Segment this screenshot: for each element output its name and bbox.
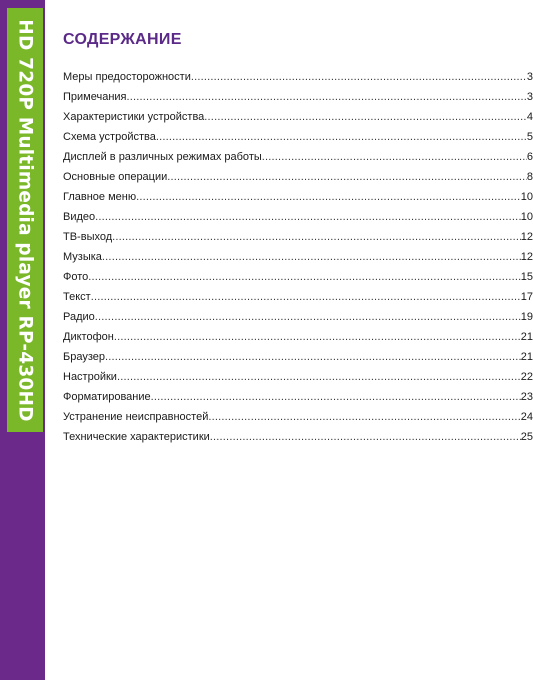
- toc-entry-page: 12: [520, 231, 533, 243]
- toc-entry[interactable]: [63, 287, 533, 307]
- toc-entry-page: 25: [520, 431, 533, 443]
- toc-entry[interactable]: [63, 87, 533, 107]
- toc-entry-page: 4: [526, 111, 533, 123]
- page-title: СОДЕРЖАНИЕ: [63, 31, 182, 48]
- toc-entry[interactable]: [63, 387, 533, 407]
- toc-entry-title: Текст: [63, 291, 91, 303]
- toc-leader-dots: [114, 327, 521, 347]
- toc-leader-dots: [105, 347, 521, 367]
- toc-leader-dots: [151, 387, 521, 407]
- toc-entry-page: 24: [520, 411, 533, 423]
- toc-entry-title: Браузер: [63, 351, 105, 363]
- toc-entry-page: 19: [520, 311, 533, 323]
- toc-entry-page: 3: [526, 91, 533, 103]
- toc-entry-title: Радио: [63, 311, 95, 323]
- toc-entry[interactable]: [63, 307, 533, 327]
- toc-entry[interactable]: [63, 267, 533, 287]
- toc-entry[interactable]: [63, 247, 533, 267]
- toc-entry-title: Главное меню: [63, 191, 137, 203]
- toc-entry-title: Схема устройства: [63, 131, 156, 143]
- toc-leader-dots: [91, 287, 521, 307]
- toc-entry[interactable]: [63, 367, 533, 387]
- toc-entry-page: 10: [520, 191, 533, 203]
- toc-entry[interactable]: [63, 107, 533, 127]
- toc-leader-dots: [112, 227, 521, 247]
- toc-entry[interactable]: [63, 147, 533, 167]
- toc-entry[interactable]: [63, 407, 533, 427]
- toc-leader-dots: [167, 167, 527, 187]
- toc-entry[interactable]: [63, 327, 533, 347]
- toc-leader-dots: [117, 367, 521, 387]
- toc-entry-title: ТВ-выход: [63, 231, 113, 243]
- toc-entry-title: Диктофон: [63, 331, 114, 343]
- table-of-contents: [63, 67, 533, 447]
- toc-entry-title: Музыка: [63, 251, 102, 263]
- toc-entry-title: Характеристики устройства: [63, 111, 205, 123]
- toc-entry[interactable]: [63, 207, 533, 227]
- toc-leader-dots: [136, 187, 521, 207]
- toc-entry-page: 17: [520, 291, 533, 303]
- toc-leader-dots: [102, 247, 521, 267]
- toc-leader-dots: [208, 407, 520, 427]
- toc-entry-title: Форматирование: [63, 391, 151, 403]
- toc-entry-title: Настройки: [63, 371, 117, 383]
- toc-entry-page: 10: [520, 211, 533, 223]
- toc-entry[interactable]: [63, 347, 533, 367]
- toc-leader-dots: [210, 427, 521, 447]
- toc-leader-dots: [127, 87, 527, 107]
- toc-leader-dots: [95, 207, 521, 227]
- toc-leader-dots: [95, 307, 521, 327]
- side-bar: [0, 0, 45, 680]
- toc-entry-title: Фото: [63, 271, 89, 283]
- toc-entry-title: Технические характеристики: [63, 431, 210, 443]
- toc-entry-page: 5: [526, 131, 533, 143]
- toc-entry-page: 21: [520, 331, 533, 343]
- toc-entry-title: Основные операции: [63, 171, 168, 183]
- toc-entry-page: 22: [520, 371, 533, 383]
- product-name: HD 720P Multimedia player RP-430HD: [14, 18, 36, 422]
- toc-entry[interactable]: [63, 187, 533, 207]
- toc-entry[interactable]: [63, 227, 533, 247]
- toc-entry-page: 8: [526, 171, 533, 183]
- toc-entry-title: Меры предосторожности: [63, 71, 191, 83]
- toc-entry-page: 23: [520, 391, 533, 403]
- toc-entry[interactable]: [63, 127, 533, 147]
- toc-entry-page: 21: [520, 351, 533, 363]
- toc-entry-title: Видео: [63, 211, 96, 223]
- toc-leader-dots: [88, 267, 520, 287]
- toc-entry-page: 3: [526, 71, 533, 83]
- toc-entry[interactable]: [63, 167, 533, 187]
- toc-entry-title: Устранение неисправностей: [63, 411, 209, 423]
- toc-leader-dots: [191, 67, 527, 87]
- toc-leader-dots: [204, 107, 527, 127]
- toc-entry-page: 6: [526, 151, 533, 163]
- toc-leader-dots: [156, 127, 527, 147]
- toc-entry-page: 12: [520, 251, 533, 263]
- toc-leader-dots: [262, 147, 527, 167]
- toc-entry[interactable]: [63, 67, 533, 87]
- toc-entry-title: Дисплей в различных режимах работы: [63, 151, 262, 163]
- product-label: [7, 8, 43, 432]
- toc-entry-page: 15: [520, 271, 533, 283]
- toc-entry-title: Примечания: [63, 91, 127, 103]
- toc-entry[interactable]: [63, 427, 533, 447]
